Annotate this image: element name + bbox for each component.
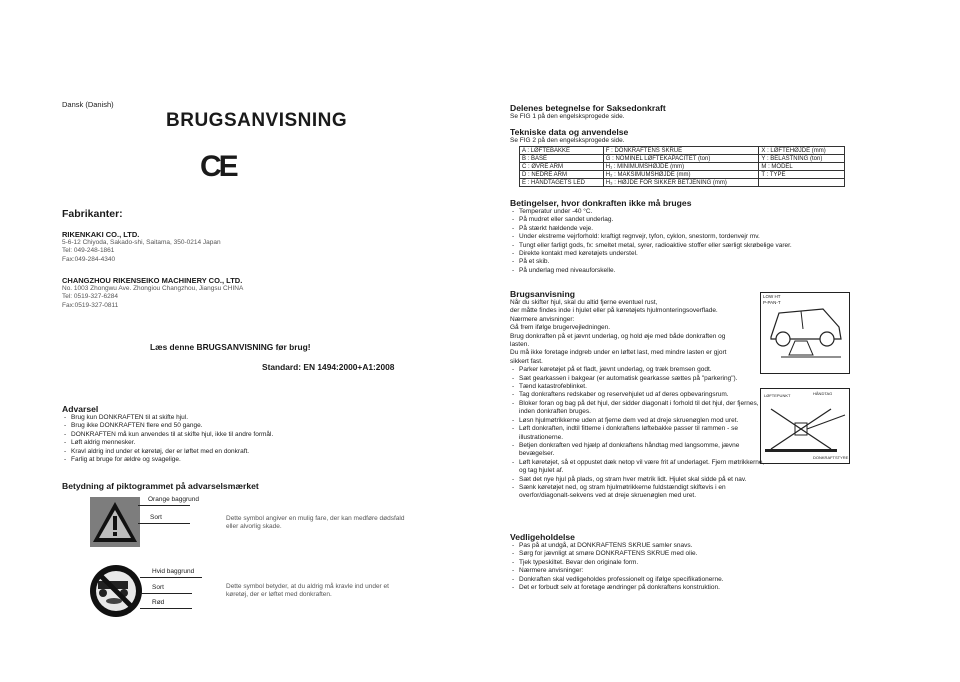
picto1-black-label: Sort [150, 514, 162, 521]
warning-section [62, 404, 362, 464]
spec-cell: H₁ : MINIMUMSHØJDE (mm) [603, 163, 759, 171]
spec-cell: M : MODEL [759, 163, 845, 171]
car-illustration [761, 293, 849, 373]
warning-item: - Brug ikke DONKRAFTEN flere end 50 gange. [62, 422, 362, 430]
usage-step: - Sænk køretøjet ned, og stram hjulmøtrikkerne fuldstændigt skiftevis i en overfor/diagonalt-sekvens ved at dreje skruenøglen med uret. [510, 484, 772, 501]
picto2-red-label: Rød [152, 599, 165, 606]
fig-bottom-left-label: LØFTEPUNKT [764, 393, 791, 398]
usage-heading: Brugsanvisning [510, 289, 575, 299]
spec-row [520, 163, 845, 171]
warning-item: - Kravl aldrig ind under et køretøj, der er løftet med en donkraft. [62, 448, 362, 456]
picto1-bg-label: Orange baggrund [148, 496, 199, 503]
condition-item: - På underlag med niveauforskelle. [510, 267, 840, 275]
spec-cell: T : TYPE [759, 171, 845, 179]
fig-bottom-right-label: DONKRAFTSTYRE [813, 455, 849, 460]
standard-label: Standard: EN 1494:2000+A1:2008 [262, 362, 395, 372]
spec-cell: H₃ : HØJDE FOR SIKKER BETJENING (mm) [603, 179, 759, 187]
picto2-red-leader [140, 608, 192, 609]
tech-sub: Se FIG 2 på den engelsksprogede side. [510, 137, 625, 144]
spec-cell: X : LØFTEHØJDE (mm) [759, 147, 845, 155]
maintenance-item: - Nærmere anvisninger: [510, 567, 850, 575]
usage-intro-line: Du må ikke foretage indgreb under en løftet last, med mindre lasten er gjort [510, 349, 727, 357]
usage-steps-list [510, 366, 772, 501]
condition-item: - Direkte kontakt med køretøjets understel. [510, 250, 840, 258]
fig-bottom-mid-label: HÅNDTAG [813, 391, 833, 396]
picto2-black-leader [140, 593, 192, 594]
jack-detail-figure [760, 388, 850, 464]
spec-row [520, 171, 845, 179]
company2-fax: Fax:0519-327-0811 [62, 301, 119, 309]
spec-cell: D : NEDRE ARM [520, 171, 604, 179]
parts-heading: Delenes betegnelse for Saksedonkraft [510, 103, 666, 113]
no-crawl-under-icon [88, 563, 144, 619]
usage-section [510, 289, 772, 501]
spec-cell: C : ØVRE ARM [520, 163, 604, 171]
spec-cell: F : DONKRAFTENS SKRUE [603, 147, 759, 155]
language-label: Dansk (Danish) [62, 100, 114, 109]
read-notice: Læs denne BRUGSANVISNING før brug! [150, 342, 311, 352]
spec-cell: A : LØFTEBAKKE [520, 147, 604, 155]
maintenance-item: - Sørg for jævnligt at smøre DONKRAFTENS SKRUE med olie. [510, 550, 850, 558]
spec-table [519, 146, 845, 187]
jack-illustration [761, 389, 849, 463]
picto2-desc [226, 583, 389, 600]
spec-cell: Y : BELASTNING (ton) [759, 155, 845, 163]
fig-top-tag2: P-PAN-T [763, 300, 781, 305]
condition-item: - På stærkt hældende veje. [510, 225, 840, 233]
picto2-desc-line1: Dette symbol betyder, at du aldrig må kravle ind under et [226, 583, 389, 590]
warning-item: - Brug kun DONKRAFTEN til at skifte hjul. [62, 414, 362, 422]
usage-intro-line: Brug donkraften på et jævnt underlag, og hold øje med både donkraften og [510, 332, 726, 340]
usage-intro-line: Nærmere anvisninger: [510, 315, 575, 323]
pictogram-heading: Betydning af piktogrammet på advarselsmærket [62, 481, 259, 491]
usage-intro-line: Gå frem ifølge brugervejledningen. [510, 324, 611, 332]
spec-cell: G : NOMINEL LØFTEKAPACITET (ton) [603, 155, 759, 163]
spec-row [520, 179, 845, 187]
usage-intro-line: lasten. [510, 341, 530, 349]
page-title: BRUGSANVISNING [166, 110, 348, 131]
condition-item: - På et skib. [510, 258, 840, 266]
usage-step: - Betjen donkraften ved hjælp af donkraftens håndtag med langsomme, jævne bevægelser. [510, 442, 772, 459]
picto2-black-label: Sort [152, 584, 164, 591]
spec-cell [759, 179, 845, 187]
company2-address: No. 1003 Zhongwu Ave. Zhongiou Changzhou, Jiangsu CHINA [62, 285, 244, 292]
usage-step: - Sæt det nye hjul på plads, og stram hver møtrik lidt. Hjulet skal sidde på et nav. [510, 476, 772, 484]
picto1-desc-line2: eller alvorlig skade. [226, 523, 282, 531]
spec-row [520, 155, 845, 163]
fig-top-tag: LOW HT [763, 294, 781, 299]
warning-item: - DONKRAFTEN må kun anvendes til at skifte hjul, ikke til andre formål. [62, 431, 362, 439]
tech-heading: Tekniske data og anvendelse [510, 127, 629, 137]
maintenance-item: - Donkraften skal vedligeholdes professionelt og ifølge specifikationerne. [510, 576, 850, 584]
usage-intro-line: der måtte findes inde i hjulet eller på køretøjets hjulmonteringsoverflade. [510, 307, 718, 315]
usage-step: - Tænd katastrofeblinket. [510, 383, 772, 391]
conditions-heading: Betingelser, hvor donkraften ikke må bruges [510, 198, 692, 208]
conditions-section [510, 198, 840, 275]
maintenance-section [510, 532, 850, 592]
warning-list [62, 414, 362, 464]
ce-mark-logo: CE [200, 150, 236, 183]
condition-item: - Under ekstreme vejrforhold: kraftigt regnvejr, tyfon, cyklon, snestorm, tordenvejr mv. [510, 233, 840, 241]
warning-item: - Løft aldrig mennesker. [62, 439, 362, 447]
maintenance-item: - Det er forbudt selv at foretage ændringer på donkraftens konstruktion. [510, 584, 850, 592]
company1-fax: Fax:049-284-4340 [62, 255, 116, 263]
company1-tel: Tel: 049-248-1861 [62, 247, 115, 255]
usage-intro-line: Når du skifter hjul, skal du altid fjerne eventuel rust, [510, 299, 658, 306]
company1-name: RIKENKAKI CO., LTD. [62, 230, 140, 239]
usage-intro-line: sikkert fast. [510, 357, 543, 365]
picto2-desc-line2: køretøj, der er løftet med donkraften. [226, 591, 332, 599]
usage-step: - Parker køretøjet på et fladt, jævnt underlag, og træk bremsen godt. [510, 366, 772, 374]
usage-step: - Løft donkraften, indtil fitteme i donkraftens løftebakke passer til rammen - se illustrationerne. [510, 425, 772, 442]
spec-cell: H₂ : MAKSIMUMSHØJDE (mm) [603, 171, 759, 179]
conditions-list [510, 208, 840, 275]
maintenance-list [510, 542, 850, 592]
spec-cell: B : BASE [520, 155, 604, 163]
company1-block [62, 230, 221, 264]
maintenance-heading: Vedligeholdelse [510, 532, 575, 542]
warning-item: - Farlig at bruge for ældre og svagelige. [62, 456, 362, 464]
usage-step: - Tag donkraftens redskaber og reservehjulet ud af deres opbevaringsrum. [510, 391, 772, 399]
tech-section [510, 127, 628, 145]
usage-step: - Løsn hjulmøtrikkerne uden at fjerne dem ved at dreje skruenøglen mod uret. [510, 417, 772, 425]
condition-item: - Tungt eller farligt gods, fx: smeltet metal, syrer, radioaktive stoffer eller særligt skrøbelige varer. [510, 242, 840, 250]
spec-row [520, 147, 845, 155]
company2-tel: Tel: 0519-327-6284 [62, 293, 119, 301]
warning-triangle-icon [90, 497, 140, 547]
picto1-bg-leader [138, 505, 190, 506]
warning-heading: Advarsel [62, 404, 99, 414]
company2-block [62, 276, 243, 310]
picto2-bg-leader [140, 577, 202, 578]
picto2-bg-label: Hvid baggrund [152, 568, 195, 575]
condition-item: - Temperatur under -40 °C. [510, 208, 840, 216]
parts-section [510, 103, 666, 121]
usage-intro [510, 299, 772, 366]
picto1-desc-line1: Dette symbol angiver en mulig fare, der kan medføre dødsfald [226, 515, 405, 522]
usage-step: - Løft køretøjet, så et oppustet dæk netop vil være frit af underlaget. Fjern møtrikkerne, og tag hjulet af. [510, 459, 772, 476]
spec-cell: E : HÅNDTAGETS LED [520, 179, 604, 187]
company2-name: CHANGZHOU RIKENSEIKO MACHINERY CO., LTD. [62, 276, 243, 285]
maintenance-item: - Tjek typeskiltet. Bevar den originale form. [510, 559, 850, 567]
manufacturer-heading: Fabrikanter: [62, 208, 123, 220]
company1-address: 5-6-12 Chiyoda, Sakado-shi, Saitama, 350-0214 Japan [62, 239, 221, 246]
usage-step: - Sæt gearkassen i bakgear (er automatisk gearkasse sættes på "parkering"). [510, 375, 772, 383]
maintenance-item: - Pas på at undgå, at DONKRAFTENS SKRUE samler snavs. [510, 542, 850, 550]
picto1-desc [226, 515, 404, 532]
parts-sub: Se FIG 1 på den engelsksprogede side. [510, 113, 625, 120]
condition-item: - På mudret eller sandet underlag. [510, 216, 840, 224]
picto1-black-leader [138, 523, 190, 524]
car-jack-figure [760, 292, 850, 374]
usage-step: - Bloker foran og bag på det hjul, der sidder diagonalt i forhold til det hjul, der fjernes, inden donkraften bruges. [510, 400, 772, 417]
